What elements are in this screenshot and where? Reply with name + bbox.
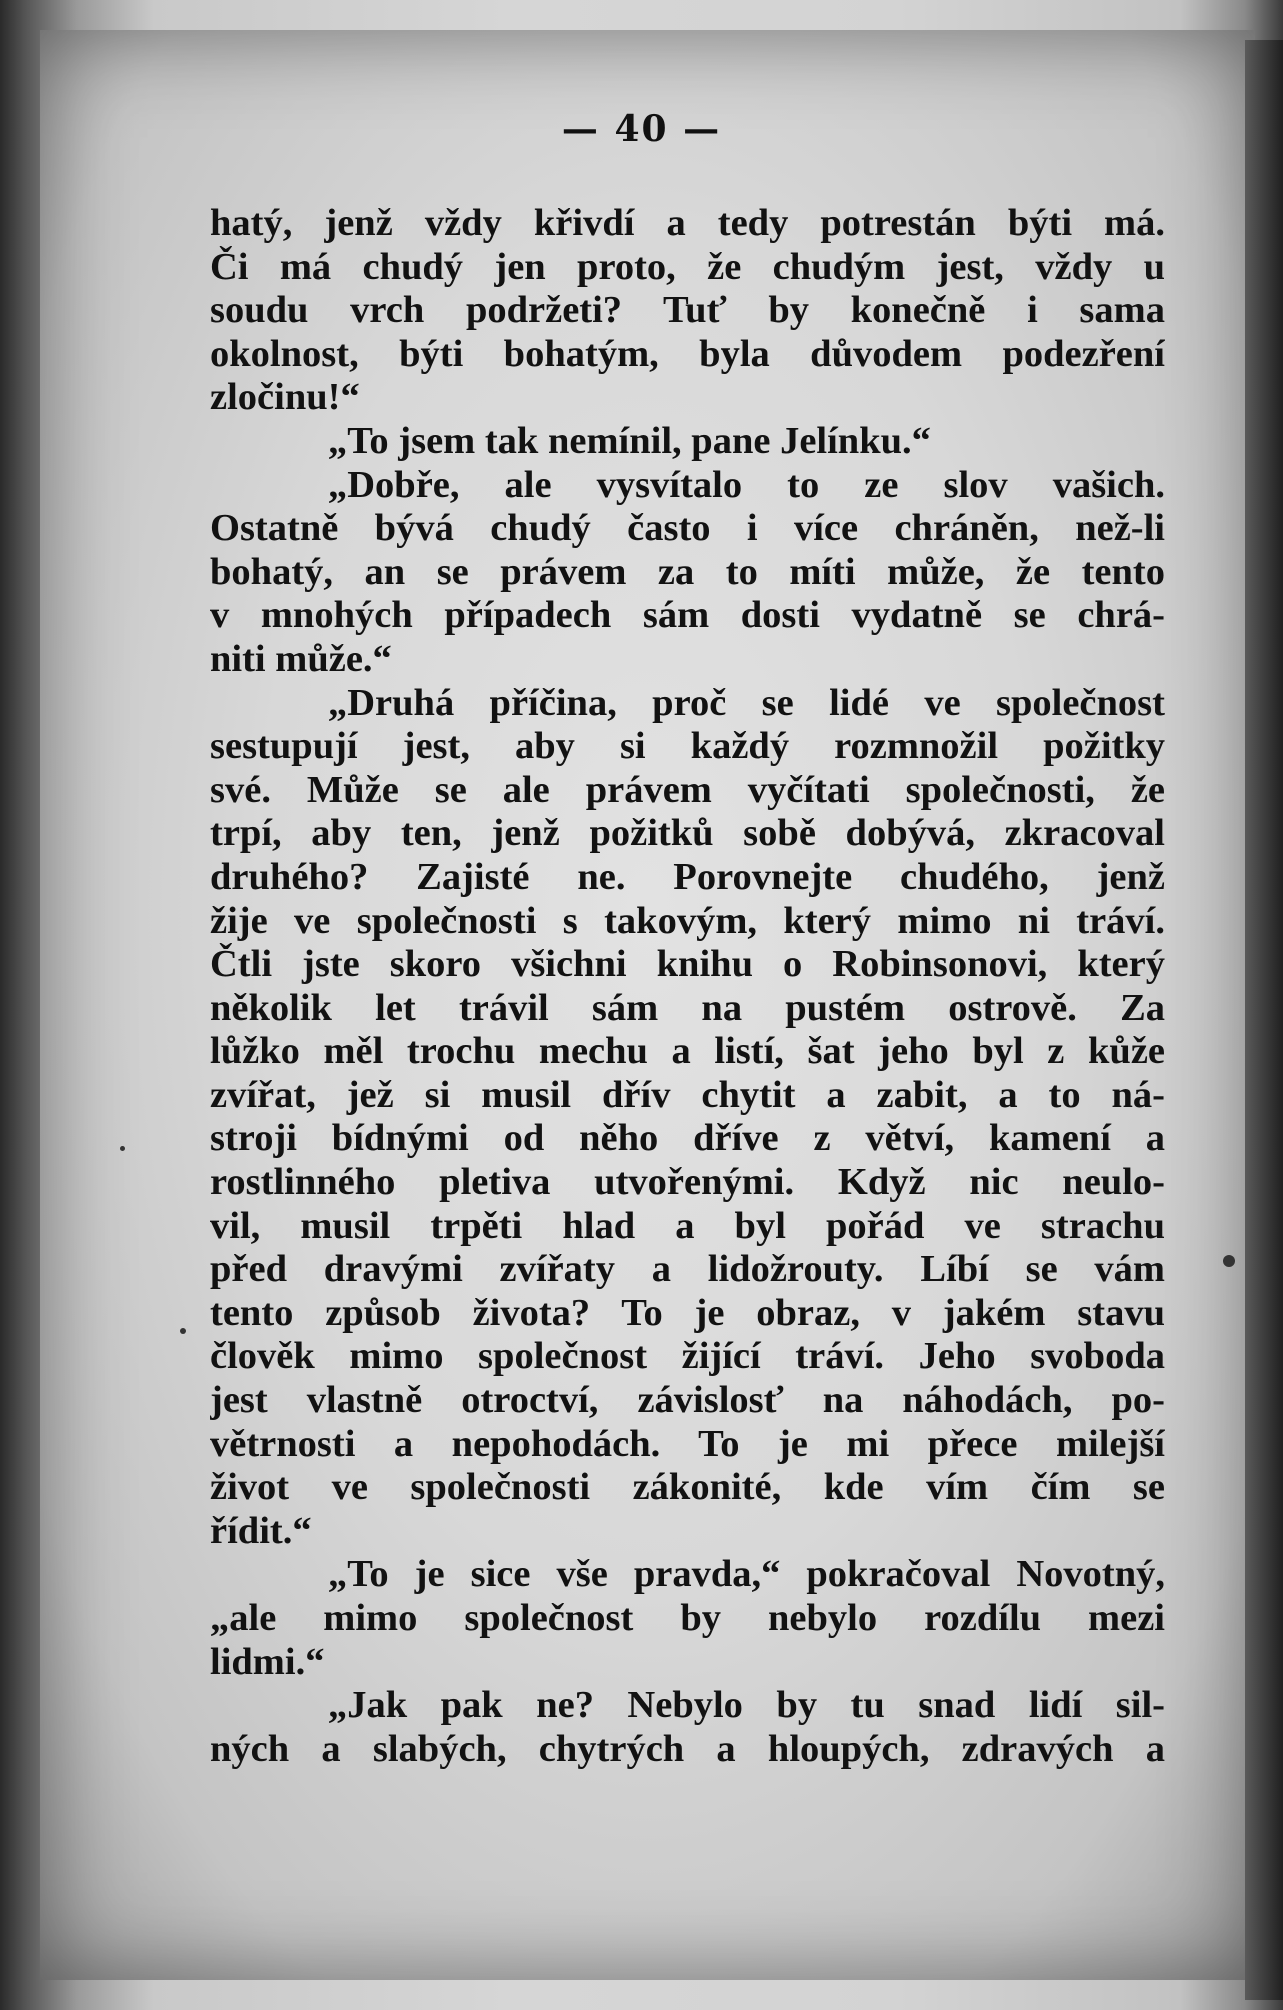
- text-line: několik let trávil sám na pustém ostrově. Za: [210, 986, 1165, 1029]
- text-line: vil, musil trpěti hlad a byl pořád ve strachu: [210, 1204, 1165, 1247]
- text-line: trpí, aby ten, jenž požitků sobě dobývá, zkracoval: [210, 812, 1165, 855]
- text-line: řídit.“: [210, 1509, 312, 1552]
- text-line: zločinu!“: [210, 376, 360, 419]
- text-line: ných a slabých, chytrých a hloupých, zdravých a: [210, 1727, 1165, 1770]
- text-line: zvířat, jež si musil dřív chytit a zabit, a to ná-: [210, 1073, 1165, 1116]
- text-line: „Jak pak ne? Nebylo by tu snad lidí sil-: [328, 1684, 1165, 1727]
- text-line: rostlinného pletiva utvořenými. Když nic neulo-: [210, 1161, 1165, 1204]
- body-text: [210, 202, 1165, 1771]
- text-line: žije ve společnosti s takovým, který mimo ni tráví.: [210, 899, 1165, 942]
- text-line: „ale mimo společnost by nebylo rozdílu mezi: [210, 1597, 1165, 1639]
- text-line: „To je sice vše pravda,“ pokračoval Novotný,: [328, 1553, 1165, 1596]
- text-line: „Druhá příčina, proč se lidé ve společnost: [328, 681, 1165, 724]
- paper-speck: [1223, 1255, 1235, 1267]
- text-line: hatý, jenž vždy křivdí a tedy potrestán býti má.: [210, 202, 1165, 244]
- text-line: stroji bídnými od něho dříve z větví, kamení a: [210, 1117, 1165, 1160]
- text-line: tento způsob života? To je obraz, v jakém stavu: [210, 1291, 1165, 1334]
- text-line: život ve společnosti zákonité, kde vím čím se: [210, 1466, 1165, 1509]
- text-line: před dravými zvířaty a lidožrouty. Líbí se vám: [210, 1248, 1165, 1291]
- text-line: „To jsem tak nemínil, pane Jelínku.“: [328, 419, 931, 462]
- text-line: soudu vrch podržeti? Tuť by konečně i sama: [210, 289, 1165, 332]
- text-line: „Dobře, ale vysvítalo to ze slov vašich.: [328, 463, 1165, 506]
- text-line: sestupují jest, aby si každý rozmnožil požitky: [210, 725, 1165, 768]
- text-line: v mnohých případech sám dosti vydatně se chrá-: [210, 594, 1165, 637]
- page-number: — 40 —: [561, 108, 722, 150]
- text-line: Ostatně bývá chudý často i více chráněn, než-li: [210, 507, 1165, 550]
- text-line: bohatý, an se právem za to míti může, že tento: [210, 550, 1165, 593]
- text-line: niti může.“: [210, 637, 392, 680]
- text-line: větrnosti a nepohodách. To je mi přece milejší: [210, 1422, 1165, 1465]
- text-line: lůžko měl trochu mechu a listí, šat jeho byl z kůže: [210, 1030, 1165, 1073]
- text-line: jest vlastně otroctví, závislosť na náhodách, po-: [210, 1379, 1165, 1422]
- text-line: okolnost, býti bohatým, byla důvodem podezření: [210, 332, 1165, 375]
- text-line: Či má chudý jen proto, že chudým jest, vždy u: [210, 245, 1165, 288]
- text-line: člověk mimo společnost žijící tráví. Jeho svoboda: [210, 1335, 1165, 1378]
- binding-edge: [1245, 40, 1283, 2000]
- paper-speck: [180, 1328, 186, 1334]
- text-line: druhého? Zajisté ne. Porovnejte chudého, jenž: [210, 855, 1165, 898]
- text-line: Čtli jste skoro všichni knihu o Robinsonovi, který: [210, 943, 1165, 986]
- text-line: lidmi.“: [210, 1640, 325, 1683]
- paper-speck: [120, 1146, 125, 1151]
- text-line: své. Může se ale právem vyčítati společnosti, že: [210, 768, 1165, 811]
